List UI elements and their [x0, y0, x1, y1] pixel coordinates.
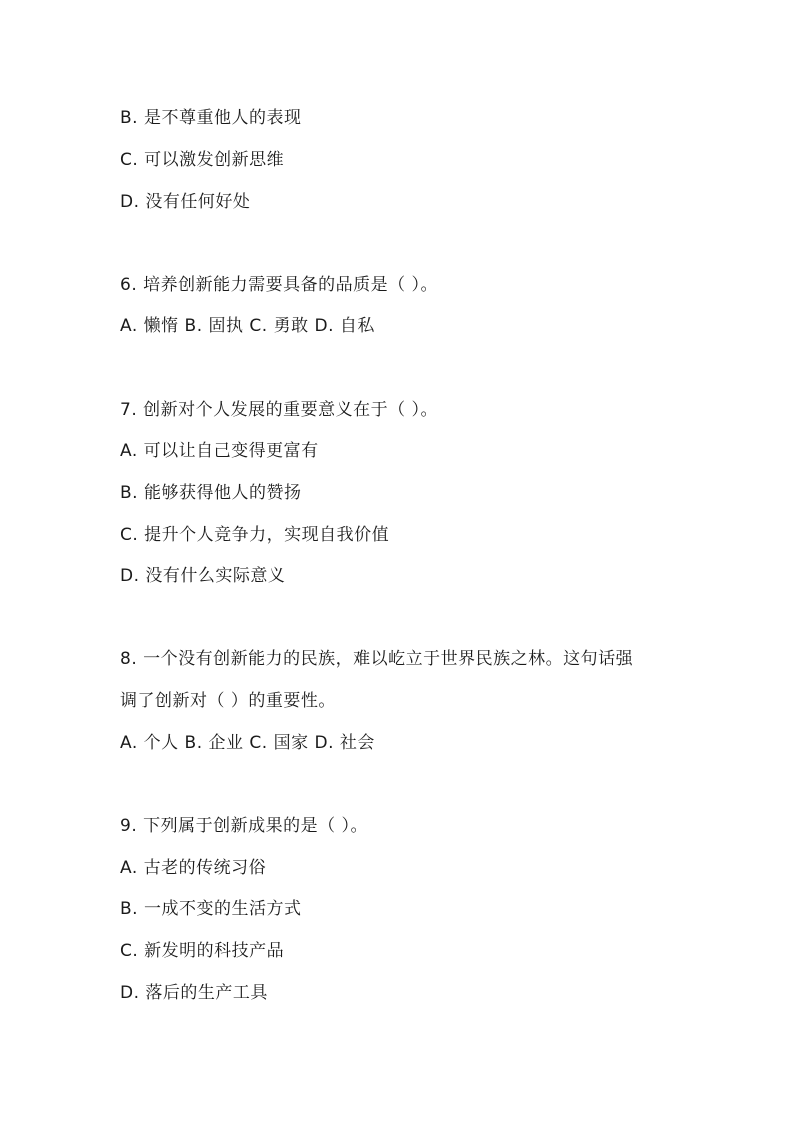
q9-stem: 9. 下列属于创新成果的是（ ）。 [120, 816, 369, 836]
q9-option-c: C. 新发明的科技产品 [120, 941, 285, 961]
q9-option-b: B. 一成不变的生活方式 [120, 899, 302, 919]
q8-stem-line-2: 调了创新对（ ）的重要性。 [120, 691, 336, 711]
q9-option-d: D. 落后的生产工具 [120, 983, 268, 1003]
q7-option-b: B. 能够获得他人的赞扬 [120, 483, 302, 503]
q9-option-a: A. 古老的传统习俗 [120, 858, 267, 878]
q6-options: A. 懒惰 B. 固执 C. 勇敢 D. 自私 [120, 316, 375, 336]
q7-option-a: A. 可以让自己变得更富有 [120, 441, 319, 461]
q7-stem: 7. 创新对个人发展的重要意义在于（ ）。 [120, 400, 439, 420]
q5-option-b: B. 是不尊重他人的表现 [120, 108, 302, 128]
q5-option-c: C. 可以激发创新思维 [120, 150, 285, 170]
q8-stem-line-1: 8. 一个没有创新能力的民族，难以屹立于世界民族之林。这句话强 [120, 649, 634, 669]
q7-option-c: C. 提升个人竞争力，实现自我价值 [120, 525, 390, 545]
q8-options: A. 个人 B. 企业 C. 国家 D. 社会 [120, 733, 375, 753]
q6-stem: 6. 培养创新能力需要具备的品质是（ ）。 [120, 275, 439, 295]
q7-option-d: D. 没有什么实际意义 [120, 566, 286, 586]
q5-option-d: D. 没有任何好处 [120, 192, 251, 212]
